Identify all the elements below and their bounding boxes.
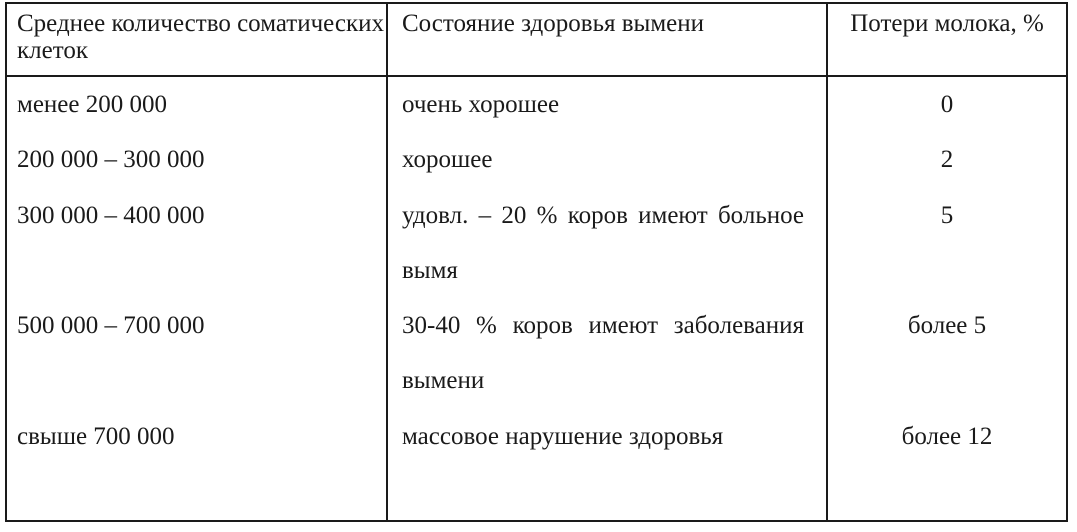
cell-health-state: массовое нарушение здоровья — [387, 409, 827, 520]
cell-milk-loss: 0 — [940, 91, 954, 118]
cell-health-state: очень хорошее — [387, 76, 827, 132]
table-row — [7, 132, 1066, 187]
header-milk-loss: Потери молока, % — [827, 4, 1066, 76]
table-row — [7, 188, 1066, 299]
cell-somatic-count: 500 000 – 700 000 — [7, 298, 387, 409]
header-somatic-cells: Среднее количество соматических клеток — [7, 4, 387, 76]
cell-somatic-count: 300 000 – 400 000 — [7, 188, 387, 299]
cell-health-state: хорошее — [387, 132, 827, 187]
cell-somatic-count: 200 000 – 300 000 — [7, 132, 387, 187]
table-container — [5, 2, 1068, 522]
cell-somatic-count: менее 200 000 — [7, 76, 387, 132]
cell-milk-loss: более 12 — [901, 423, 993, 451]
cell-health-state: 30-40 % коров имеют заболевания вымени — [387, 298, 827, 409]
cell-milk-loss: 2 — [940, 146, 954, 174]
cell-somatic-count: свыше 700 000 — [7, 409, 387, 520]
cell-milk-loss: 5 — [940, 201, 954, 229]
cell-milk-loss: более 5 — [907, 312, 987, 340]
table-row — [7, 76, 1066, 132]
somatic-cells-table — [7, 4, 1066, 520]
table-row — [7, 409, 1066, 520]
header-udder-health: Состояние здоровья вымени — [387, 4, 827, 76]
table-header-row — [7, 4, 1066, 76]
cell-health-state: удовл. – 20 % коров имеют больное вымя — [387, 188, 827, 299]
table-row — [7, 298, 1066, 409]
